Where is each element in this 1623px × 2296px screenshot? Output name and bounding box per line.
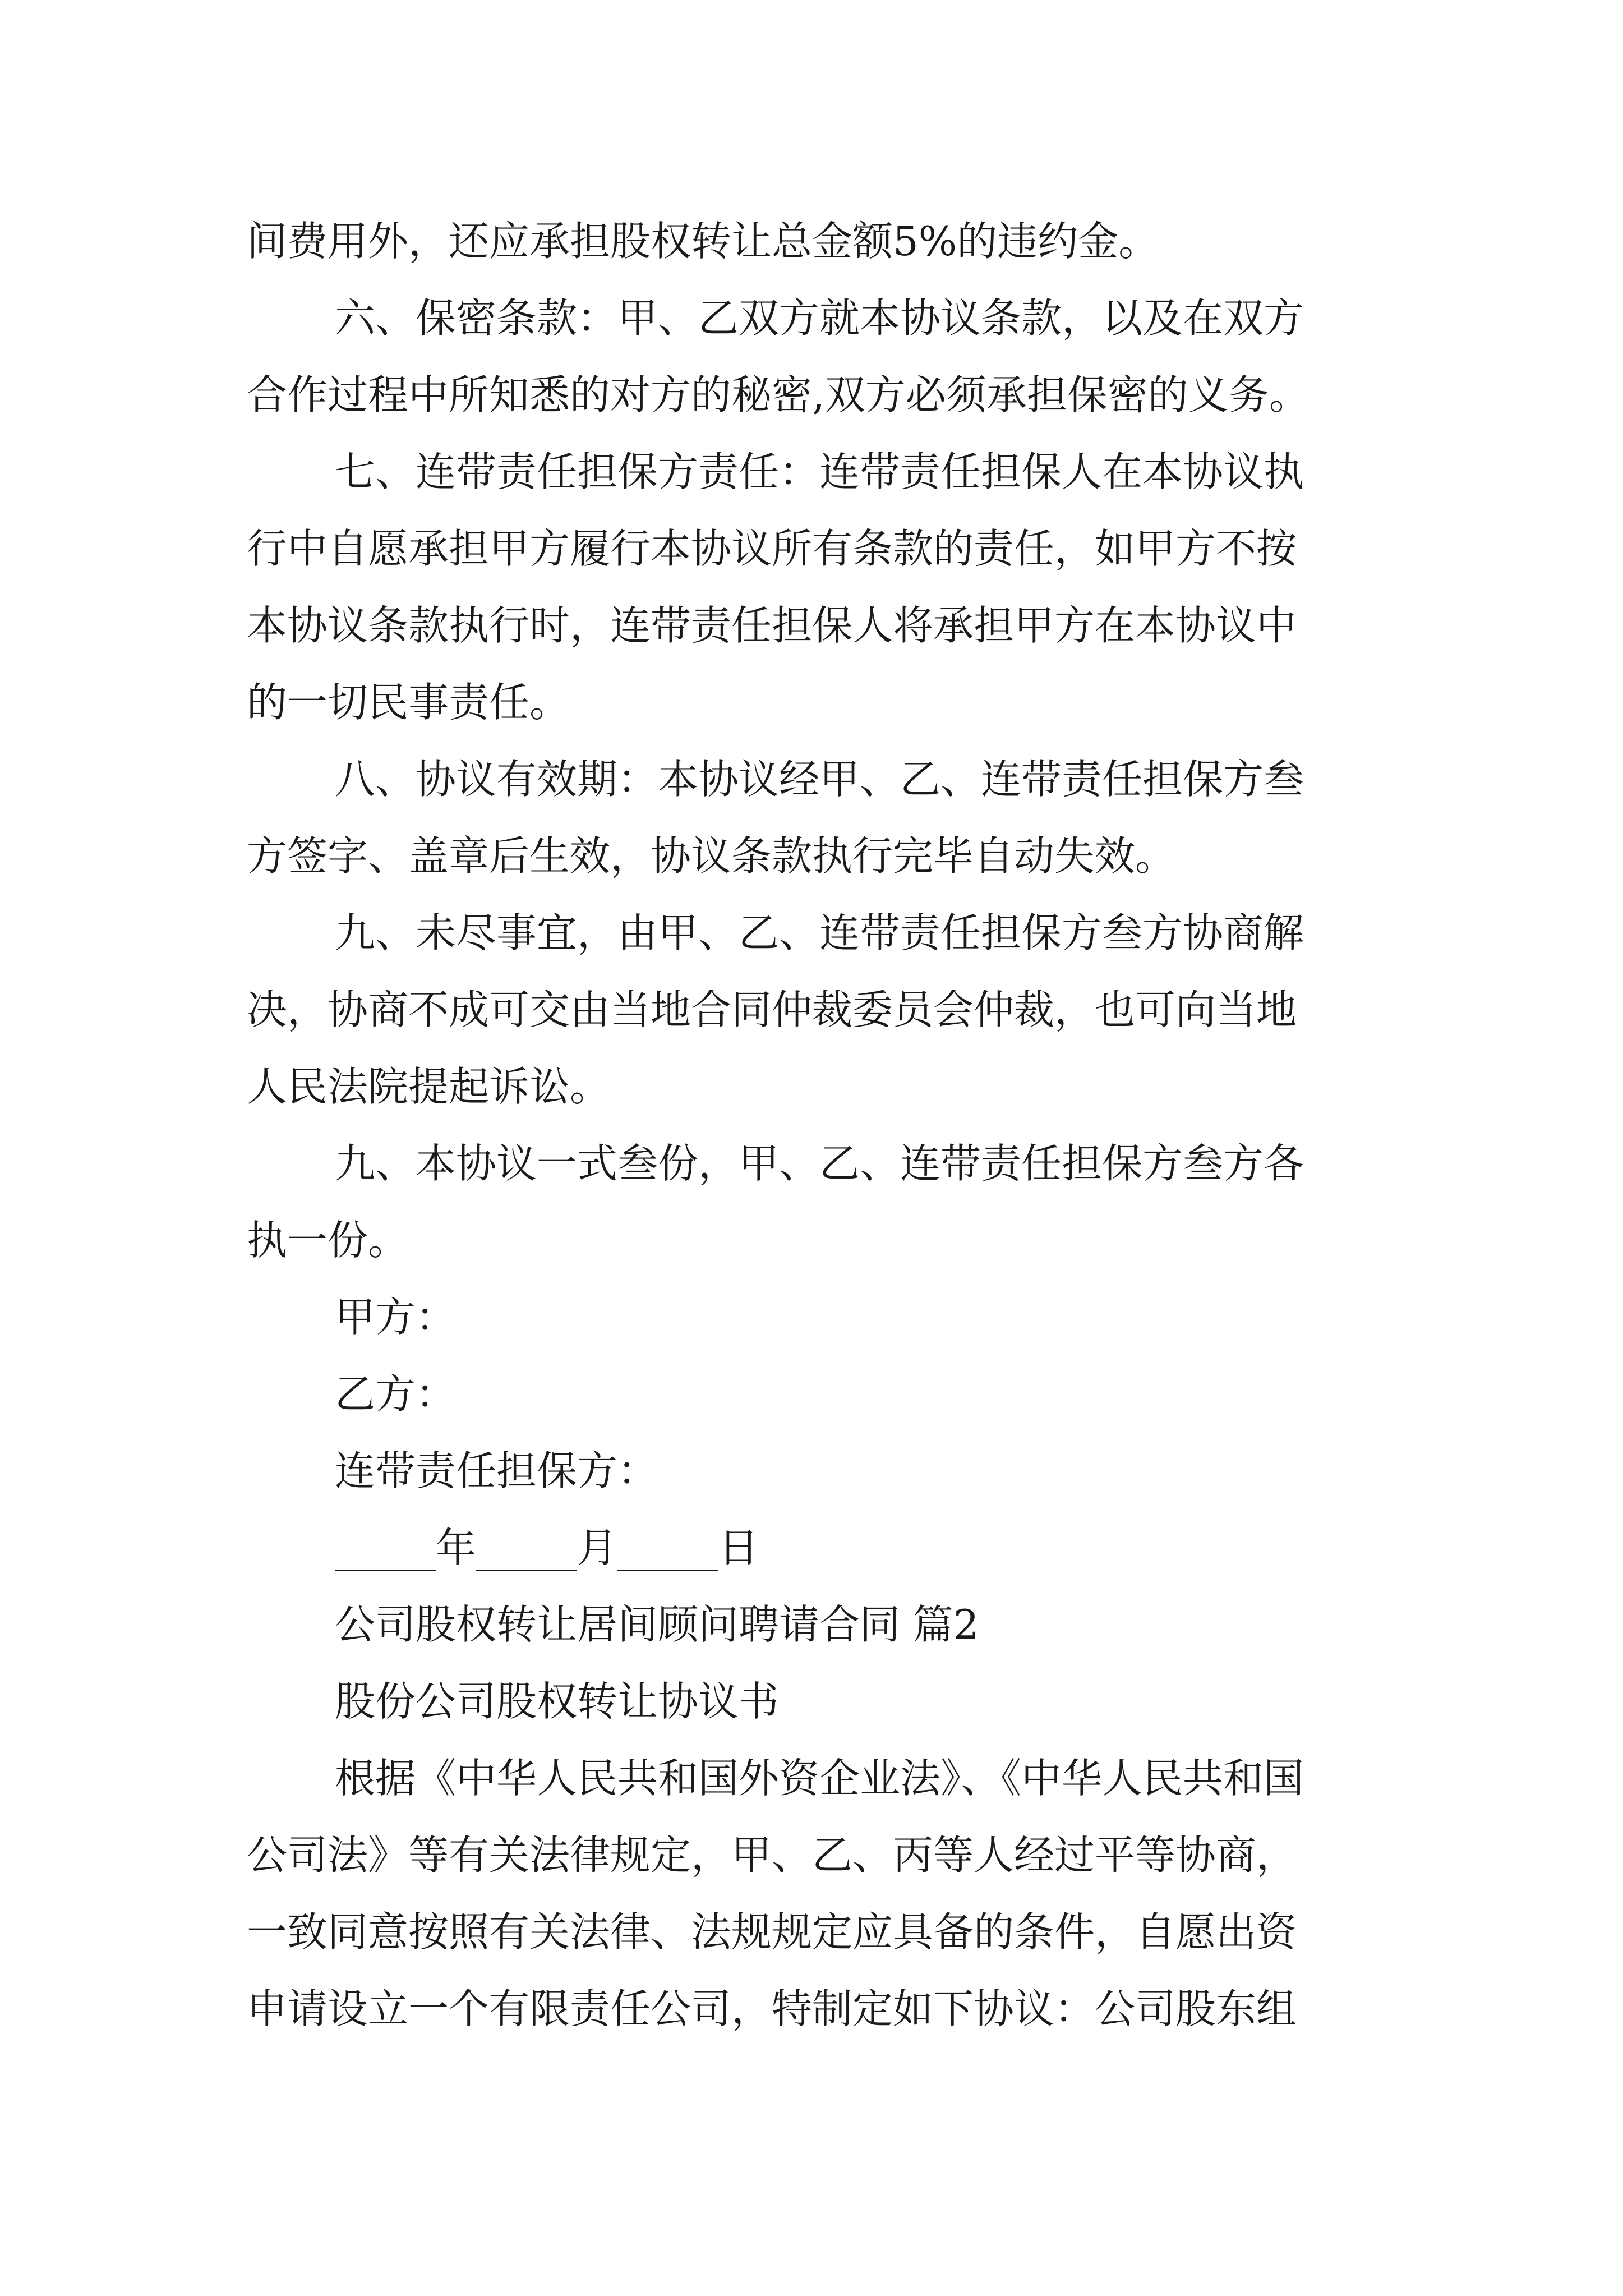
- text-line: 八、协议有效期：本协议经甲、乙、连带责任担保方叁: [335, 756, 1304, 803]
- text-line: 间费用外，还应承担股权转让总金额5%的违约金。: [247, 218, 1159, 265]
- text-line: 根据《中华人民共和国外资企业法》、《中华人民共和国: [335, 1755, 1304, 1802]
- text-line: 本协议条款执行时，连带责任担保人将承担甲方在本协议中: [247, 602, 1297, 649]
- text-line: 九、本协议一式叁份，甲、乙、连带责任担保方叁方各: [335, 1140, 1304, 1187]
- text-line: 六、保密条款：甲、乙双方就本协议条款，以及在双方: [335, 295, 1304, 342]
- text-line: 申请设立一个有限责任公司，特制定如下协议：公司股东组: [247, 1985, 1297, 2032]
- text-line: 行中自愿承担甲方履行本协议所有条款的责任，如甲方不按: [247, 525, 1297, 572]
- text-line: 人民法院提起诉讼。: [247, 1063, 611, 1110]
- text-line: 七、连带责任担保方责任：连带责任担保人在本协议执: [335, 448, 1304, 495]
- document-title: 股份公司股权转让协议书: [335, 1678, 780, 1725]
- text-line: 执一份。: [247, 1217, 409, 1264]
- guarantor-signature-line: 连带责任担保方：: [335, 1447, 658, 1494]
- text-line: 合作过程中所知悉的对方的秘密,双方必须承担保密的义务。: [247, 371, 1310, 418]
- text-line: 的一切民事责任。: [247, 679, 570, 726]
- text-line: 决，协商不成可交由当地合同仲裁委员会仲裁，也可向当地: [247, 986, 1297, 1033]
- section-heading: 公司股权转让居间顾问聘请合同 篇2: [335, 1601, 979, 1648]
- date-line: _____年_____月_____日: [335, 1524, 759, 1571]
- party-a-signature-line: 甲方：: [335, 1294, 457, 1341]
- text-line: 公司法》等有关法律规定，甲、乙、丙等人经过平等协商，: [247, 1832, 1297, 1879]
- text-line: 一致同意按照有关法律、法规规定应具备的条件，自愿出资: [247, 1908, 1297, 1955]
- text-line: 九、未尽事宜，由甲、乙、连带责任担保方叁方协商解: [335, 909, 1304, 956]
- text-line: 方签字、盖章后生效，协议条款执行完毕自动失效。: [247, 832, 1176, 880]
- party-b-signature-line: 乙方：: [335, 1370, 457, 1418]
